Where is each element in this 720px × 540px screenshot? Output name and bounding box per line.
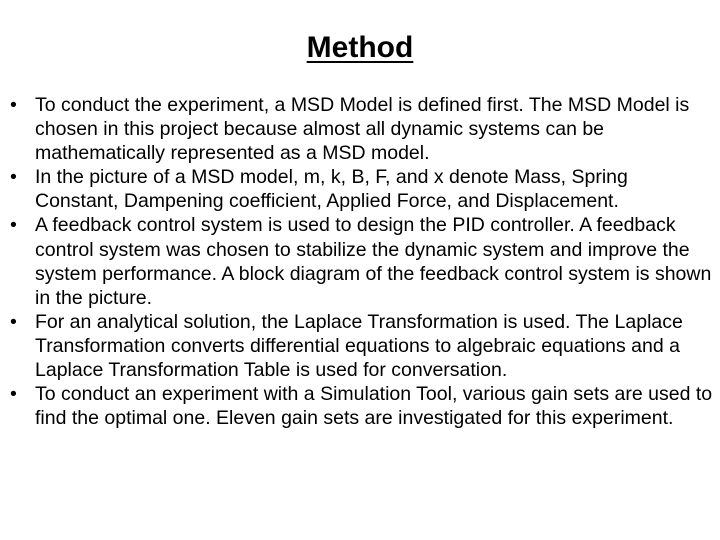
bullet-text: To conduct the experiment, a MSD Model is defined first. The MSD Model is chosen in this project because almost all dynamic systems can be mathematically represented as a MSD model. bbox=[35, 94, 690, 165]
bullet-item bbox=[10, 213, 715, 309]
bullet-item bbox=[10, 165, 715, 213]
bullet-marker: • bbox=[10, 383, 17, 406]
slide-title-text: Method bbox=[306, 31, 414, 64]
bullet-item bbox=[10, 310, 715, 382]
bullet-item bbox=[10, 382, 715, 430]
bullet-text: In the picture of a MSD model, m, k, B, F, and x denote Mass, Spring Constant, Dampening coefficient, Applied Force, and Displacement. bbox=[35, 166, 628, 213]
slide-title bbox=[0, 28, 720, 68]
bullet-text: To conduct an experiment with a Simulation Tool, various gain sets are used to find the optimal one. Eleven gain sets are investigated for this experiment. bbox=[35, 383, 713, 430]
bullet-item bbox=[10, 93, 715, 165]
bullet-marker: • bbox=[10, 214, 17, 237]
bullet-text: For an analytical solution, the Laplace Transformation is used. The Laplace Transformation converts differential equations to algebraic equations and a Laplace Transformation Table is used for conversation. bbox=[35, 310, 683, 382]
bullet-list bbox=[10, 93, 715, 430]
bullet-marker: • bbox=[10, 94, 17, 116]
bullet-marker: • bbox=[10, 166, 17, 189]
bullet-text: A feedback control system is used to design the PID controller. A feedback control system was chosen to stabilize the dynamic system and improve the system performance. A block diagram of the feedback control system is shown in the picture. bbox=[35, 214, 712, 309]
bullet-marker: • bbox=[10, 310, 17, 333]
